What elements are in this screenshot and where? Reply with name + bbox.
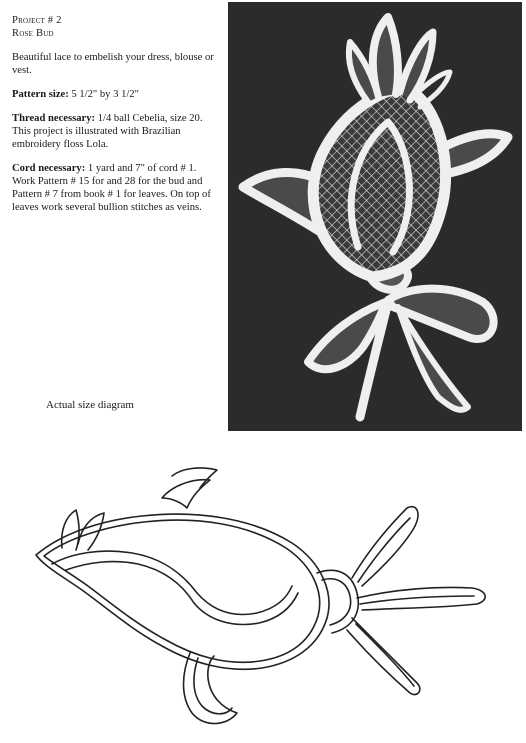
pattern-size (12, 88, 222, 101)
project-description: Beautiful lace to embelish your dress, blouse or vest. (12, 52, 214, 76)
lace-rose-bud-photo (228, 2, 522, 431)
lace-rose-bud-image (228, 2, 522, 431)
thread-necessary (12, 112, 222, 125)
thread-note: This project is illustrated with Brazilian embroidery floss Lola. (12, 126, 181, 150)
cord-necessary (12, 162, 222, 175)
project-name: Rose Bud (12, 28, 54, 39)
outline-drawing (22, 458, 522, 738)
cord-instructions: Work Pattern # 15 for and 28 for the bud and Pattern # 7 from book # 1 for leaves. On top of leaves work several bullion stitches as veins. (12, 176, 211, 213)
diagram-caption: Actual size diagram (46, 399, 134, 411)
cord-value: 1 yard and 7" of cord # 1. (87, 163, 197, 174)
thread-value: 1/4 ball Cebelia, size 20. (97, 113, 203, 124)
thread-label: Thread necessary: (12, 113, 96, 124)
project-number: Project # 2 (12, 15, 62, 26)
pattern-size-label: Pattern size: (12, 89, 69, 100)
pattern-size-value: 5 1/2" by 3 1/2" (71, 89, 139, 100)
instructions-column (12, 14, 222, 214)
cord-label: Cord necessary: (12, 163, 86, 174)
rose-bud-outline-diagram (22, 458, 522, 738)
